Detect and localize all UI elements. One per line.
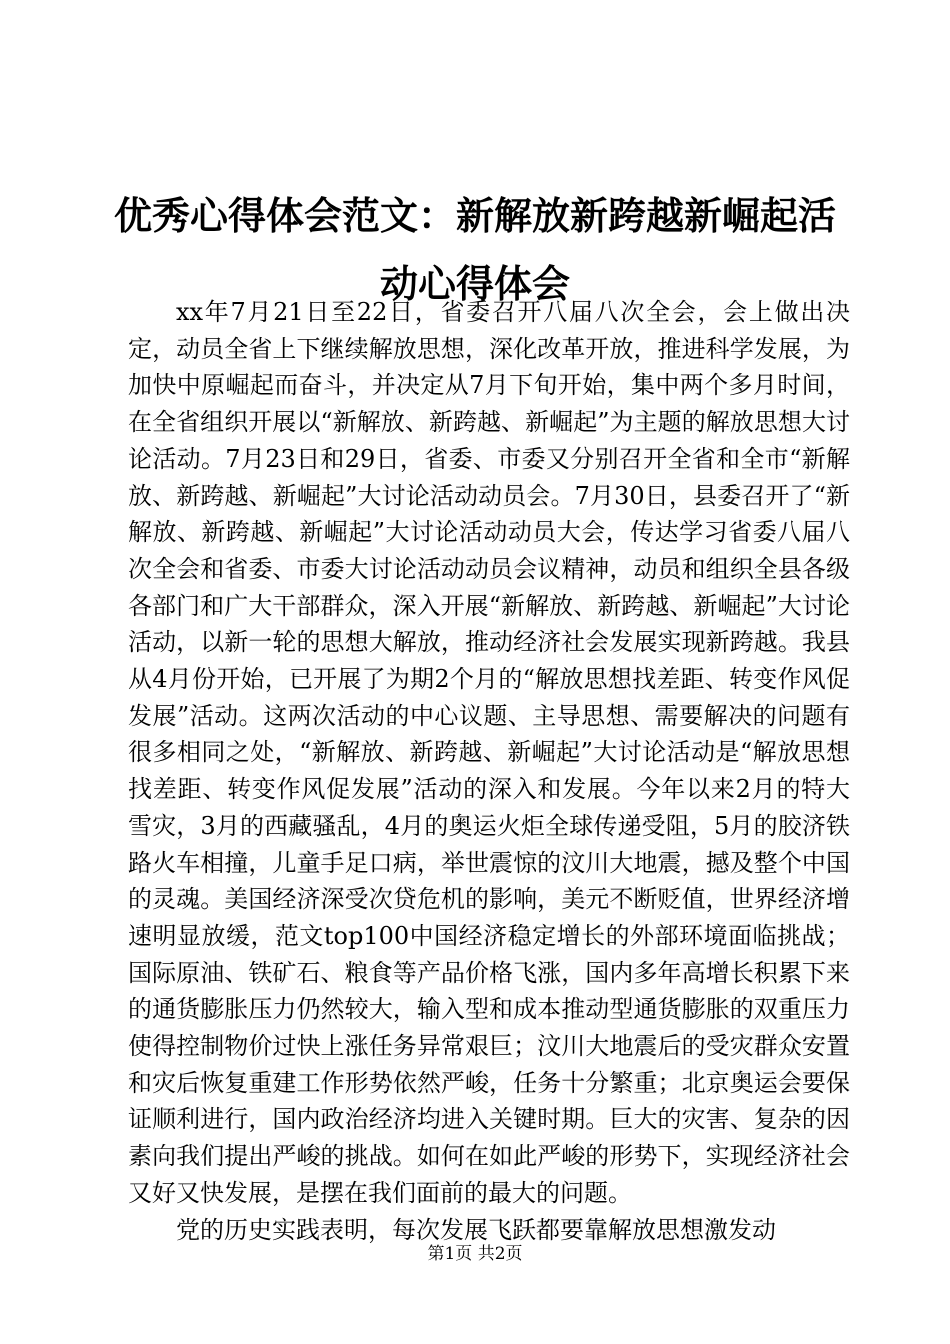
document-body <box>128 294 850 1248</box>
page-footer: 第1页 共2页 <box>427 1244 523 1264</box>
paragraph: 党的历史实践表明，每次发展飞跃都要靠解放思想激发动 <box>176 1215 776 1244</box>
paragraph: xx年7月21日至22日，省委召开八届八次全会，会上做出决定，动员全省上下继续解放思想，深化改革开放，推进科学发展，为加快中原崛起而奋斗，并决定从7月下旬开始，集中两个多月时间，在全省组织开展以“新解放、新跨越、新崛起”为主题的解放思想大讨论活动。7月23日和29日，省委、市委又分别召开全省和全市“新解放、新跨越、新崛起”大讨论活动动员会。7月30日，县委召开了“新解放、新跨越、新崛起”大讨论活动动员大会，传达学习省委八届八次全会和省委、市委大讨论活动动员会议精神，动员和组织全县各级各部门和广大干部群众，深入开展“新解放、新跨越、新崛起”大讨论活动，以新一轮的思想大解放，推动经济社会发展实现新跨越。我县从4月份开始，已开展了为期2个月的“解放思想找差距、转变作风促发展”活动。这两次活动的中心议题、主导思想、需要解决的问题有很多相同之处，“新解放、新跨越、新崛起”大讨论活动是“解放思想找差距、转变作风促发展”活动的深入和发展。今年以来2月的特大雪灾，3月的西藏骚乱，4月的奥运火炬全球传递受阻，5月的胶济铁路火车相撞，儿童手足口病，举世震惊的汶川大地震，撼及整个中国的灵魂。美国经济深受次贷危机的影响，美元不断贬值，世界经济增速明显放缓，范文top100中国经济稳定增长的外部环境面临挑战；国际原油、铁矿石、粮食等产品价格飞涨，国内多年高增长积累下来的通货膨胀压力仍然较大，输入型和成本推动型通货膨胀的双重压力使得控制物价过快上涨任务异常艰巨；汶川大地震后的受灾群众安置和灾后恢复重建工作形势依然严峻，任务十分繁重；北京奥运会要保证顺利进行，国内政治经济均进入关键时期。巨大的灾害、复杂的因素向我们提出严峻的挑战。如何在如此严峻的形势下，实现经济社会又好又快发展，是摆在我们面前的最大的问题。 <box>128 298 850 1207</box>
document-title: 优秀心得体会范文：新解放新跨越新崛起活动心得体会 <box>113 194 836 306</box>
